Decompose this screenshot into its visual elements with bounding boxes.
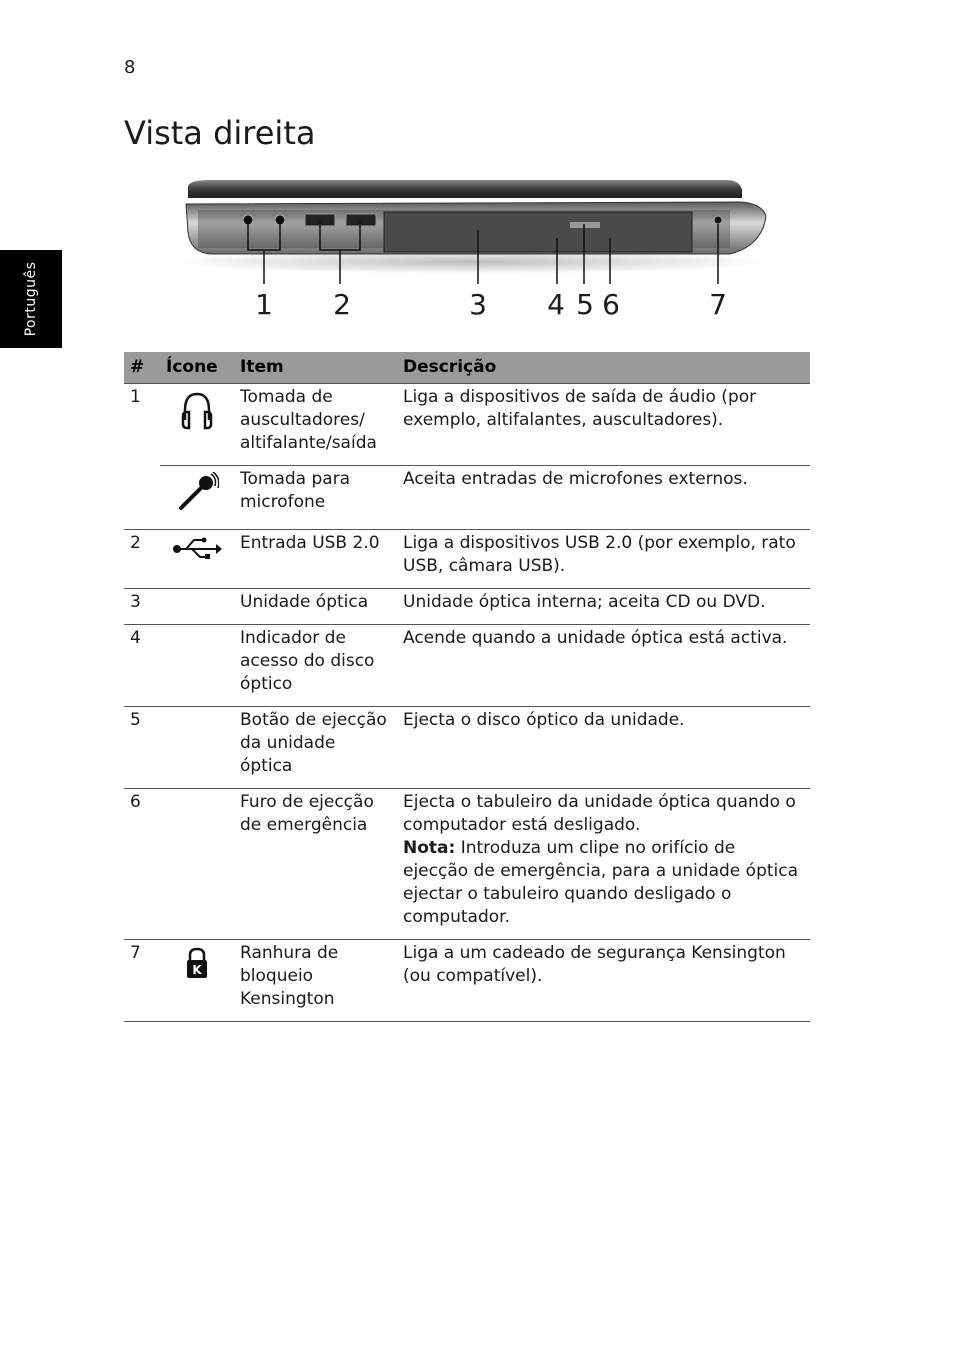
row-icon [160, 466, 234, 530]
row-num: 5 [124, 707, 160, 789]
table-header-row [124, 352, 810, 384]
row-description: Unidade óptica interna; aceita CD ou DVD. [397, 589, 810, 625]
language-side-tab [0, 250, 62, 348]
row-icon [160, 384, 234, 466]
callout-4: 4 [547, 288, 565, 321]
row-description: Liga a um cadeado de segurança Kensington (ou compatível). [397, 940, 810, 1022]
usb-icon [172, 536, 222, 562]
callout-5: 5 [576, 288, 594, 321]
row-note [403, 837, 804, 929]
row-icon [160, 625, 234, 707]
row-item: Tomada para microfone [234, 466, 397, 530]
header-item: Item [234, 352, 397, 384]
callout-1: 1 [255, 288, 273, 321]
row-item: Furo de ejecção de emergência [234, 789, 397, 940]
headphones-icon [180, 390, 214, 432]
optical-drive-tray [384, 212, 692, 252]
note-label: Nota: [403, 838, 456, 858]
row-num: 7 [124, 940, 160, 1022]
table-row [124, 625, 810, 707]
row-item: Entrada USB 2.0 [234, 530, 397, 589]
table-row [124, 466, 810, 530]
row-num: 2 [124, 530, 160, 589]
kensington-slot [714, 216, 722, 224]
laptop-right-side-figure [170, 172, 780, 322]
header-icon: Ícone [160, 352, 234, 384]
row-num: 4 [124, 625, 160, 707]
row-description: Aceita entradas de microfones externos. [397, 466, 810, 530]
row-num: 3 [124, 589, 160, 625]
row-item: Indicador de acesso do disco óptico [234, 625, 397, 707]
ports-table [124, 352, 810, 1022]
row-description-cell [397, 789, 810, 940]
table-row [124, 789, 810, 940]
callout-7: 7 [709, 288, 727, 321]
laptop-right-side-illustration [170, 172, 780, 322]
callout-6: 6 [602, 288, 620, 321]
row-icon [160, 789, 234, 940]
row-description: Ejecta o tabuleiro da unidade óptica quando o computador está desligado. [403, 792, 796, 835]
microphone-icon [175, 472, 219, 512]
row-description: Acende quando a unidade óptica está activa. [397, 625, 810, 707]
page-number: 8 [124, 57, 136, 78]
table-row [124, 707, 810, 789]
row-description: Liga a dispositivos USB 2.0 (por exemplo, rato USB, câmara USB). [397, 530, 810, 589]
usb-port-b [346, 214, 376, 226]
header-num: # [124, 352, 160, 384]
row-num: 1 [124, 384, 160, 530]
row-icon [160, 589, 234, 625]
row-item: Unidade óptica [234, 589, 397, 625]
lock-letter: K [192, 963, 202, 977]
language-label: Português [23, 261, 39, 337]
header-description: Descrição [397, 352, 810, 384]
row-description: Liga a dispositivos de saída de áudio (por exemplo, altifalantes, auscultadores). [397, 384, 810, 466]
row-item: Ranhura de bloqueio Kensington [234, 940, 397, 1022]
page-title: Vista direita [124, 114, 316, 152]
table-row [124, 940, 810, 1022]
kensington-lock-icon [184, 946, 210, 980]
table-row [124, 384, 810, 466]
row-icon [160, 707, 234, 789]
callout-3: 3 [469, 288, 487, 321]
laptop-lid [188, 180, 742, 198]
callout-2: 2 [333, 288, 351, 321]
row-description: Ejecta o disco óptico da unidade. [397, 707, 810, 789]
row-item: Botão de ejecção da unidade óptica [234, 707, 397, 789]
row-num: 6 [124, 789, 160, 940]
row-icon [160, 940, 234, 1022]
row-item: Tomada de auscultadores/ altifalante/saída [234, 384, 397, 466]
table-row [124, 589, 810, 625]
table-row [124, 530, 810, 589]
row-icon [160, 530, 234, 589]
eject-button-shape [570, 222, 600, 228]
note-text: Introduza um clipe no orifício de ejecção de emergência, para a unidade óptica ejectar o tabuleiro quando desligado o computador. [403, 838, 799, 927]
